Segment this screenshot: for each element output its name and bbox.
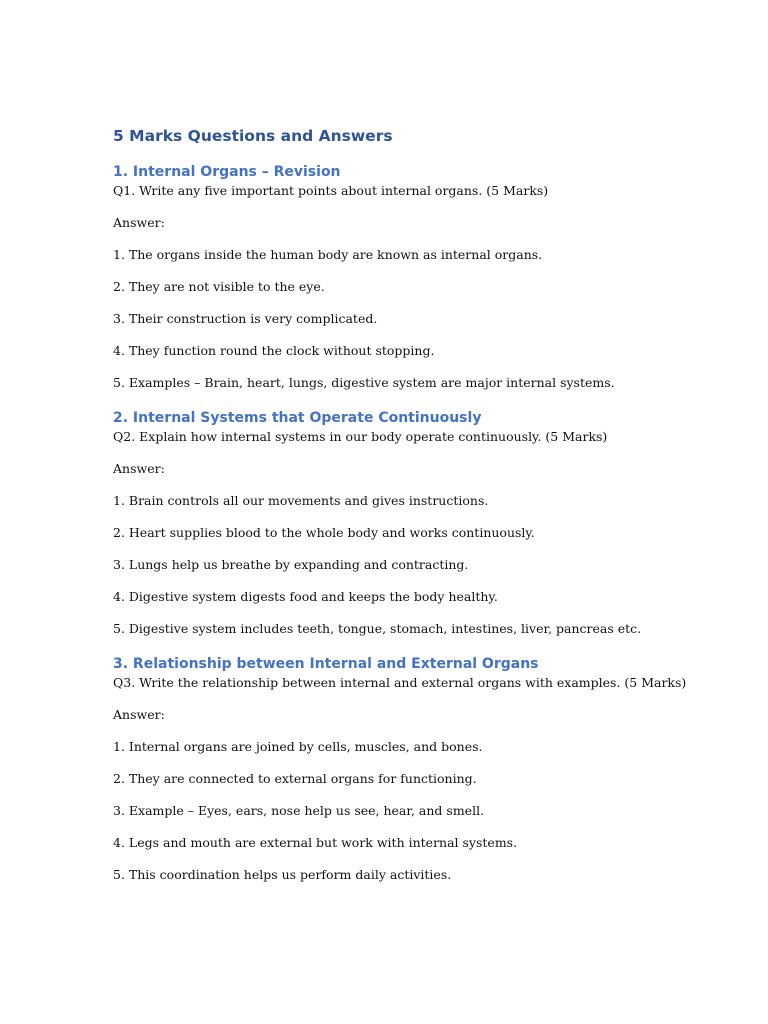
answer-label: Answer: [113,707,165,722]
answer-point: 3. Lungs help us breathe by expanding and contracting. [113,557,469,572]
answer-label: Answer: [113,215,165,230]
answer-point: 2. Heart supplies blood to the whole body and works continuously. [113,525,535,540]
answer-point: 4. Digestive system digests food and keeps the body healthy. [113,589,498,604]
answer-label: Answer: [113,461,165,476]
answer-point: 1. Internal organs are joined by cells, muscles, and bones. [113,739,483,754]
section-internal-systems [113,407,713,653]
question-text: Q1. Write any five important points about internal organs. (5 Marks) [113,183,549,198]
answer-point: 2. They are not visible to the eye. [113,279,325,294]
answer-point: 4. They function round the clock without stopping. [113,343,435,358]
document-page [113,124,713,899]
answer-point: 2. They are connected to external organs for functioning. [113,771,477,786]
section-internal-organs [113,161,713,407]
section-heading: 3. Relationship between Internal and External Organs [113,656,539,672]
answer-point: 5. Digestive system includes teeth, tongue, stomach, intestines, liver, pancreas etc. [113,621,642,636]
answer-point: 1. Brain controls all our movements and gives instructions. [113,493,489,508]
answer-point: 3. Their construction is very complicated. [113,311,378,326]
answer-point: 4. Legs and mouth are external but work with internal systems. [113,835,518,850]
answer-point: 1. The organs inside the human body are known as internal organs. [113,247,543,262]
section-heading: 2. Internal Systems that Operate Continuously [113,410,482,426]
answer-point: 3. Example – Eyes, ears, nose help us see, hear, and smell. [113,803,485,818]
answer-point: 5. This coordination helps us perform daily activities. [113,867,452,882]
section-internal-external-relationship [113,653,713,899]
question-text: Q3. Write the relationship between internal and external organs with examples. (5 Marks) [113,675,687,690]
answer-point: 5. Examples – Brain, heart, lungs, digestive system are major internal systems. [113,375,615,390]
section-heading: 1. Internal Organs – Revision [113,164,341,180]
document-title: 5 Marks Questions and Answers [113,127,393,145]
question-text: Q2. Explain how internal systems in our body operate continuously. (5 Marks) [113,429,608,444]
